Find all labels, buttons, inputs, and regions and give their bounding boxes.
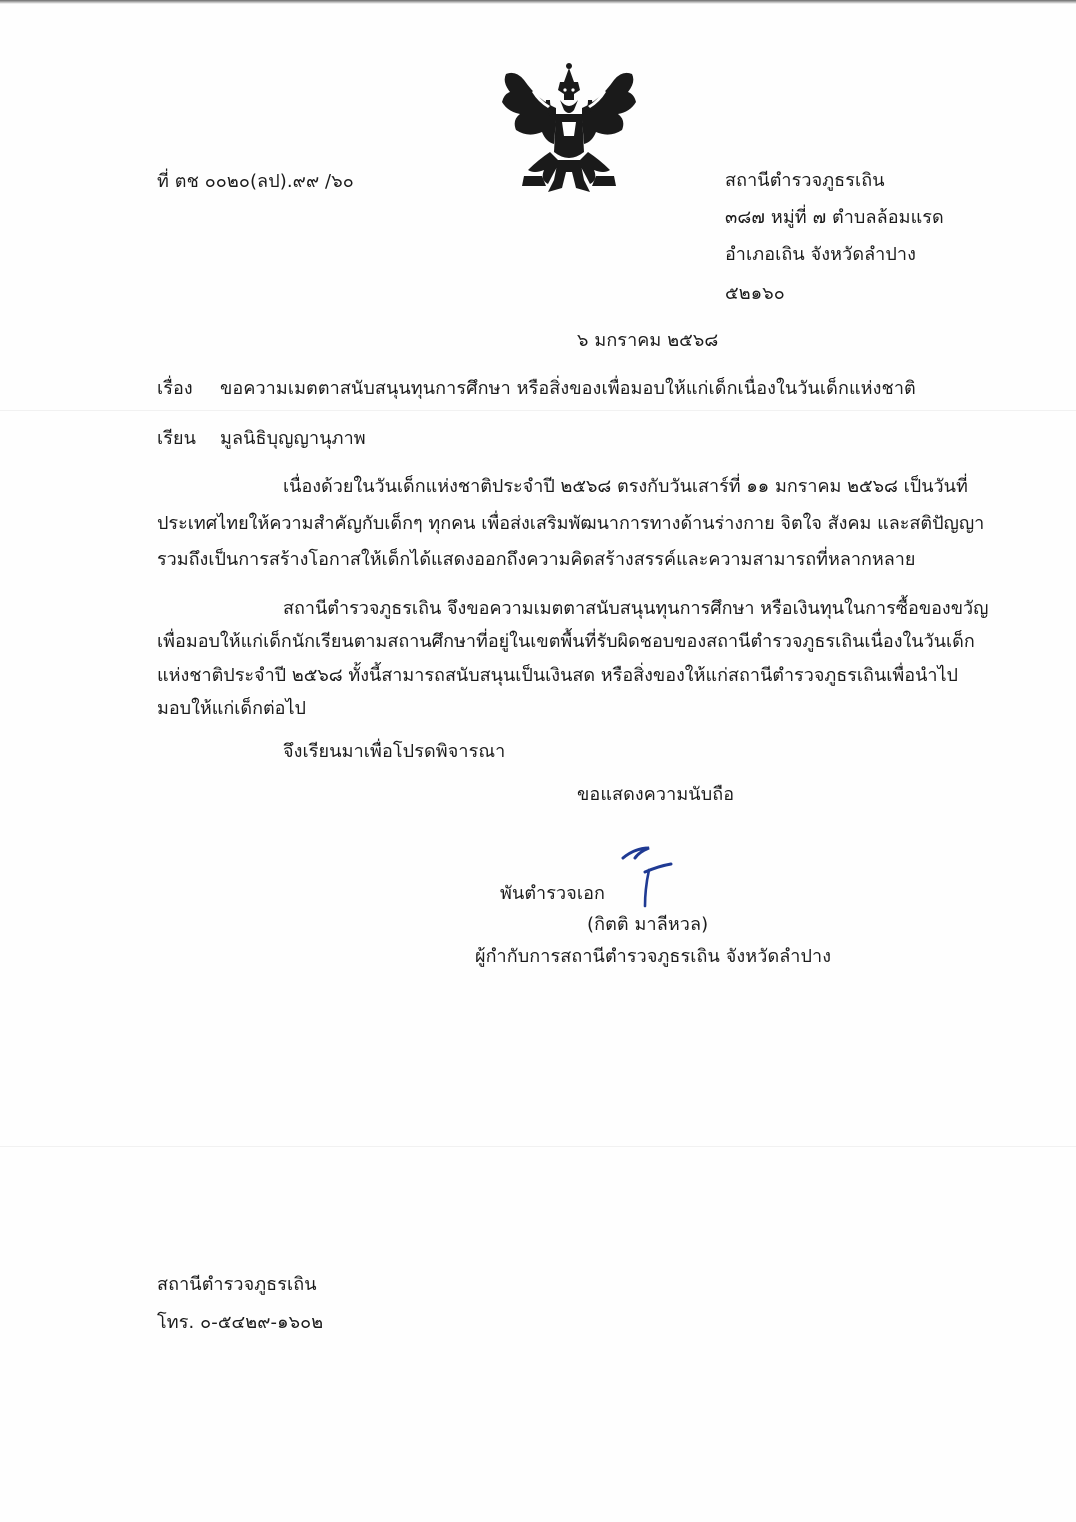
sender-address-line: ๓๘๗ หมู่ที่ ๗ ตำบลล้อมแรด — [725, 207, 944, 228]
closing-request: จึงเรียนมาเพื่อโปรดพิจารณา — [283, 741, 506, 762]
addressee-label: เรียน — [157, 428, 197, 449]
document-number: ที่ ตช ๐๐๒๐(ลป).๙๙ /๖๐ — [157, 171, 354, 192]
addressee-name: มูลนิธิบุญญานุภาพ — [220, 428, 366, 449]
fold-line — [0, 410, 1076, 411]
letter-date: ๖ มกราคม ๒๕๖๘ — [577, 330, 719, 351]
subject-label: เรื่อง — [157, 378, 193, 399]
fold-line — [0, 1146, 1076, 1147]
scan-edge-shadow — [0, 0, 1076, 4]
body-line: เพื่อมอบให้แก่เด็กนักเรียนตามสถานศึกษาที่อยู่ในเขตพื้นที่รับผิดชอบของสถานีตำรวจภูธรเถินเนื่องในวันเด็ก — [157, 631, 975, 652]
signer-position: ผู้กำกับการสถานีตำรวจภูธรเถิน จังหวัดลำปาง — [475, 946, 832, 967]
footer-phone: โทร. ๐-๕๔๒๙-๑๖๐๒ — [157, 1312, 324, 1333]
signature-icon — [615, 838, 685, 910]
body-line: สถานีตำรวจภูธรเถิน จึงขอความเมตตาสนับสนุนทุนการศึกษา หรือเงินทุนในการซื้อของขวัญ — [283, 598, 989, 619]
signer-rank: พันตำรวจเอก — [500, 883, 606, 904]
signer-name: (กิตติ มาลีหวล) — [587, 914, 709, 935]
subject-text: ขอความเมตตาสนับสนุนทุนการศึกษา หรือสิ่งของเพื่อมอบให้แก่เด็กเนื่องในวันเด็กแห่งชาติ — [220, 378, 916, 399]
sender-address-line: อำเภอเถิน จังหวัดลำปาง — [725, 244, 916, 265]
closing-regards: ขอแสดงความนับถือ — [577, 784, 735, 805]
body-line: แห่งชาติประจำปี ๒๕๖๘ ทั้งนี้สามารถสนับสนุนเป็นเงินสด หรือสิ่งของให้แก่สถานีตำรวจภูธรเถินเพื่อนำไป — [157, 665, 958, 686]
body-line: รวมถึงเป็นการสร้างโอกาสให้เด็กได้แสดงออกถึงความคิดสร้างสรรค์และความสามารถที่หลากหลาย — [157, 549, 916, 570]
sender-postcode: ๕๒๑๖๐ — [725, 283, 785, 304]
garuda-emblem-icon — [494, 60, 644, 200]
body-line: เนื่องด้วยในวันเด็กแห่งชาติประจำปี ๒๕๖๘ ตรงกับวันเสาร์ที่ ๑๑ มกราคม ๒๕๖๘ เป็นวันที่ — [283, 476, 968, 497]
sender-name: สถานีตำรวจภูธรเถิน — [725, 170, 885, 191]
footer-office: สถานีตำรวจภูธรเถิน — [157, 1274, 317, 1295]
body-line: มอบให้แก่เด็กต่อไป — [157, 698, 306, 719]
body-line: ประเทศไทยให้ความสำคัญกับเด็กๆ ทุกคน เพื่อส่งเสริมพัฒนาการทางด้านร่างกาย จิตใจ สังคม และสติปัญญา — [157, 513, 985, 534]
